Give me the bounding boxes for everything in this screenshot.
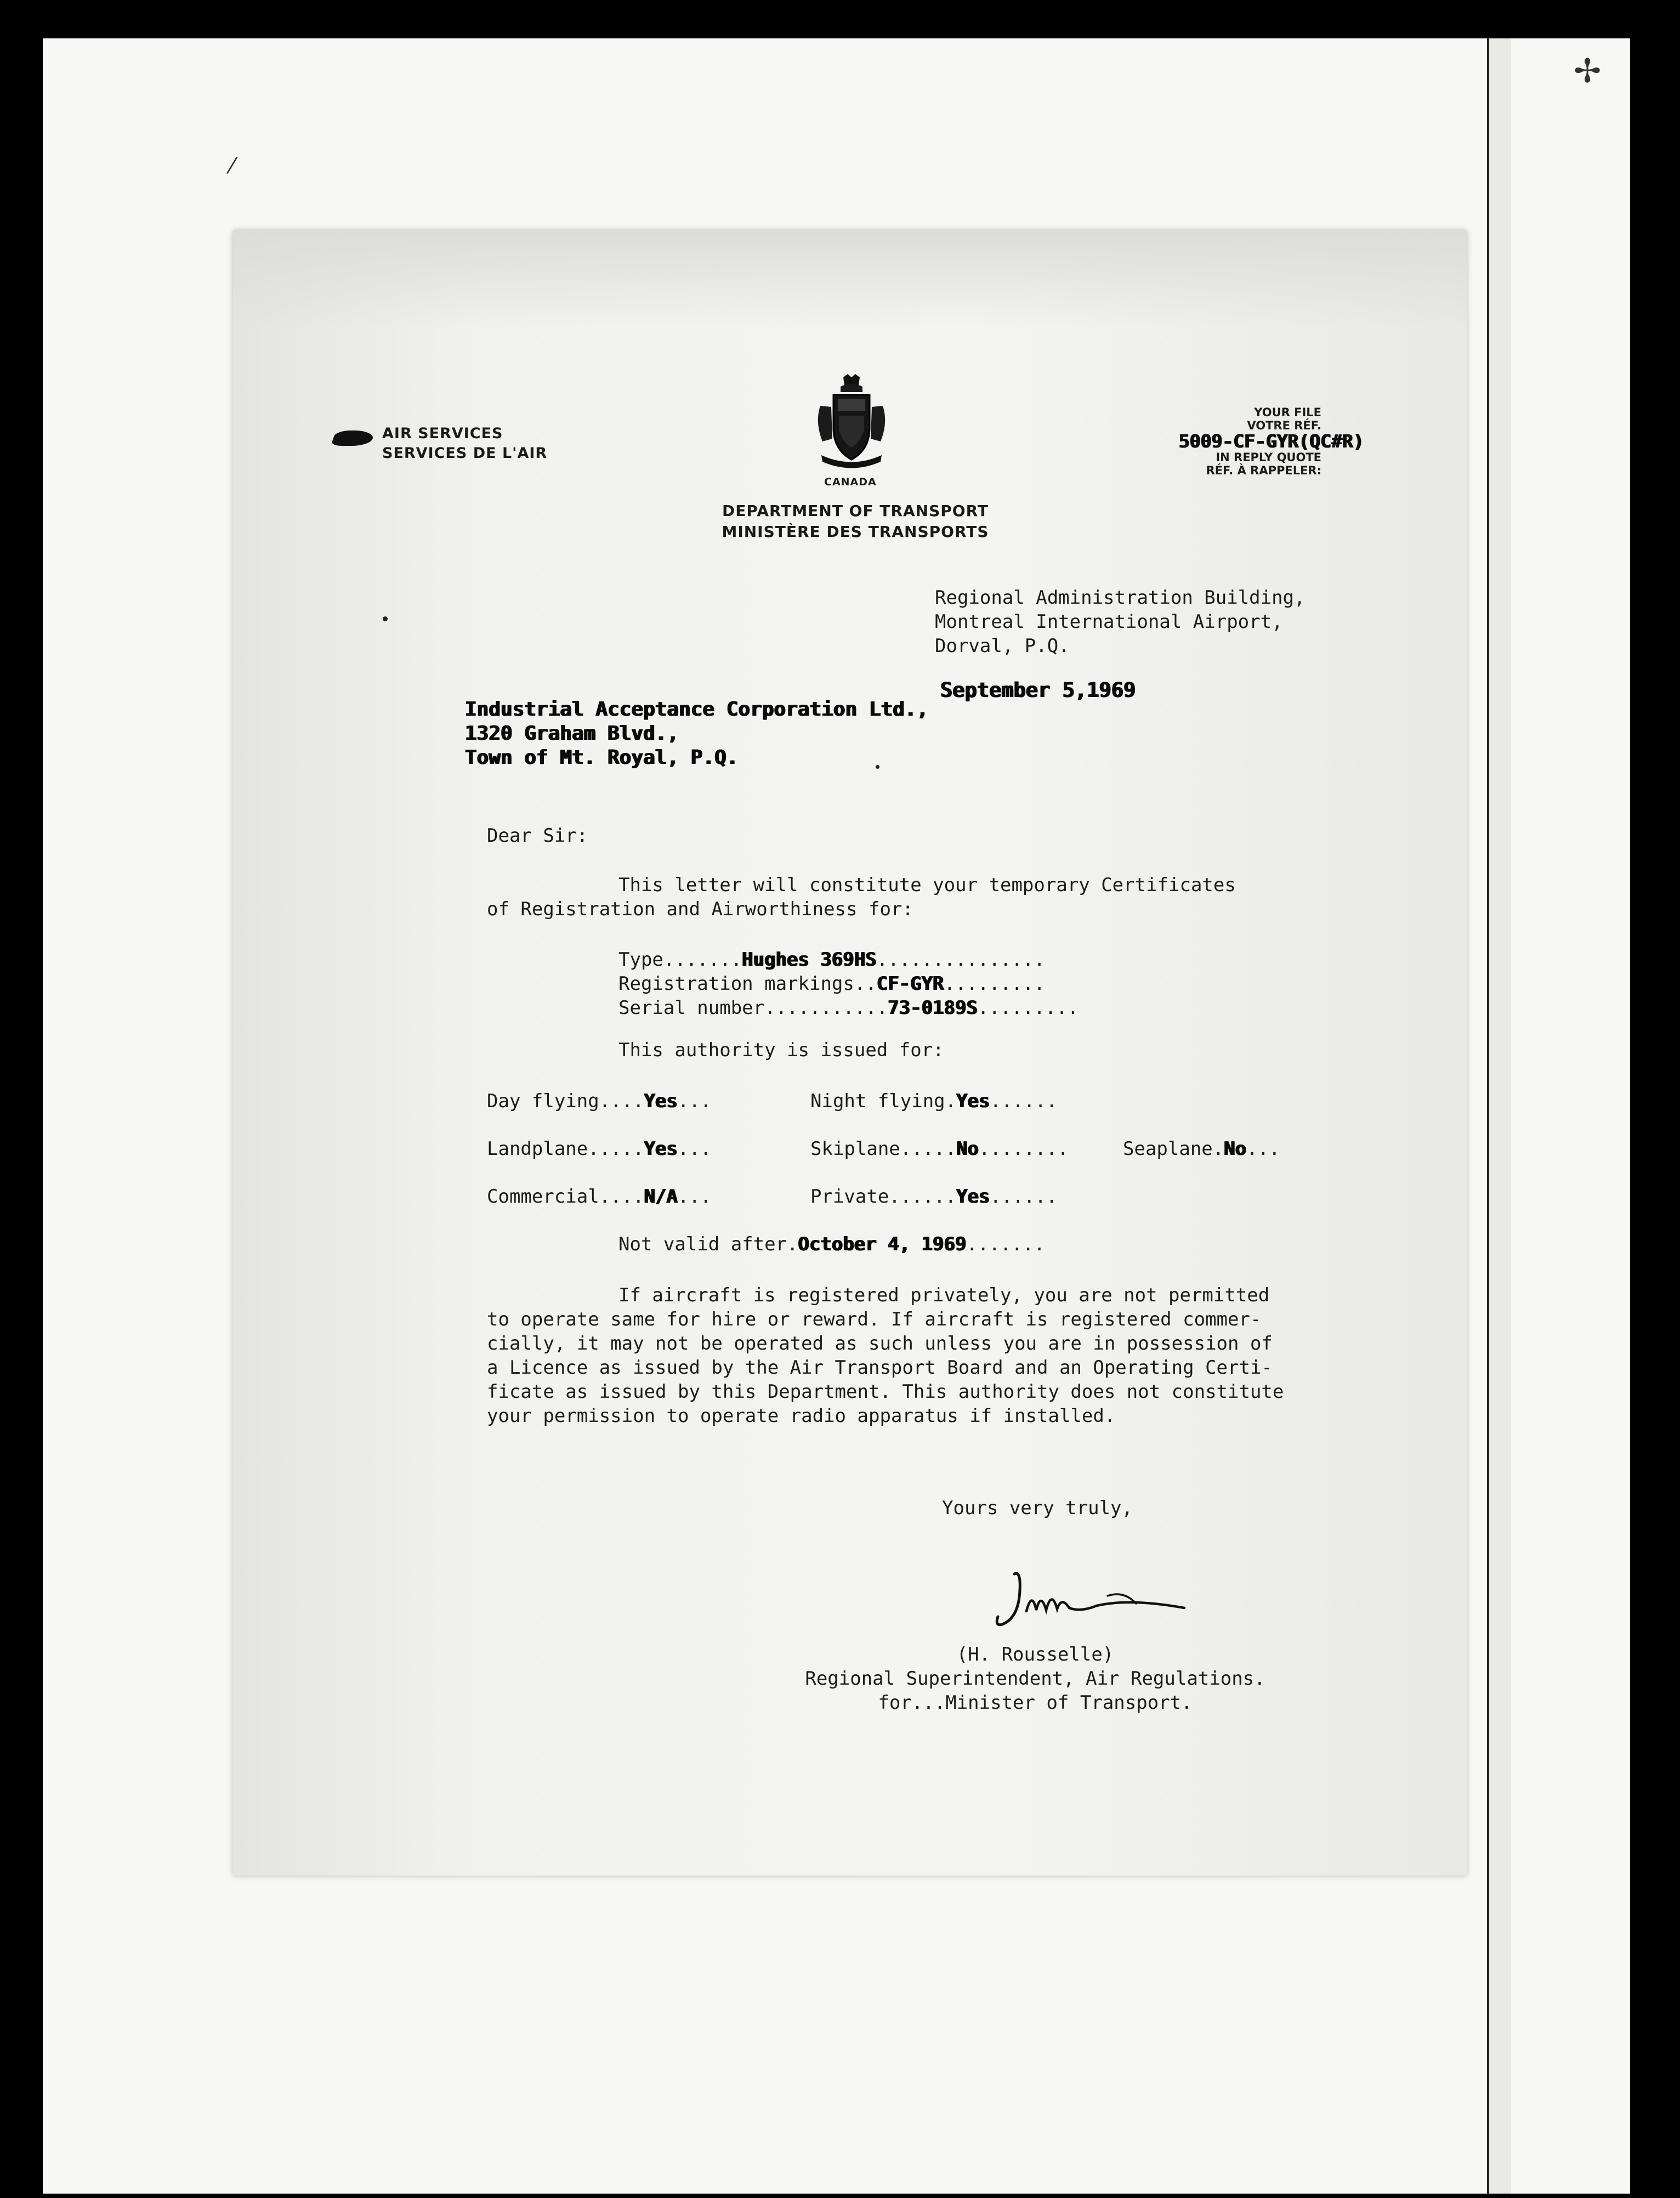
day-flying-value: Yes [644, 1090, 678, 1112]
intro-paragraph [487, 873, 1236, 921]
leader-dots: ... [678, 1090, 712, 1112]
intro-line: of Registration and Airworthiness for: [487, 898, 913, 920]
recipient-line: Town of Mt. Royal, P.Q. [465, 746, 739, 769]
letter-fold-shadow [233, 230, 1467, 329]
paragraph-line: a Licence as issued by the Air Transport Board and an Operating Certi- [487, 1357, 1273, 1379]
not-valid-after-field [618, 1233, 1045, 1255]
air-services-heading [382, 424, 547, 463]
department-line: MINISTÈRE DES TRANSPORTS [722, 523, 989, 541]
reply-label: RÉF. À RAPPELER: [1206, 464, 1321, 477]
address-line: Montreal International Airport, [935, 611, 1283, 633]
air-services-line: AIR SERVICES [382, 425, 503, 442]
landplane-label: Landplane..... [487, 1138, 644, 1160]
landplane-field [487, 1138, 711, 1160]
commercial-field [487, 1186, 711, 1208]
aircraft-details [618, 948, 1079, 1020]
page-edge-strip [1487, 38, 1511, 2194]
signatory-line: (H. Rousselle) [956, 1644, 1114, 1666]
registration-markings-value: CF-GYR [876, 973, 944, 995]
department-line: DEPARTMENT OF TRANSPORT [722, 502, 989, 520]
paragraph-line: cially, it may not be operated as such unless you are in possession of [487, 1333, 1273, 1355]
skiplane-field [810, 1138, 1069, 1160]
leader-dots: ... [1246, 1138, 1280, 1160]
recipient-line: 1320 Graham Blvd., [465, 722, 679, 745]
serial-number-value: 73-0189S [888, 997, 978, 1019]
signatory-line: for...Minister of Transport. [878, 1692, 1193, 1714]
seaplane-value: No [1224, 1138, 1247, 1160]
paragraph-line: your permission to operate radio apparatus if installed. [487, 1405, 1116, 1427]
skiplane-value: No [956, 1138, 979, 1160]
air-services-line: SERVICES DE L'AIR [382, 445, 548, 462]
commercial-value: N/A [644, 1186, 678, 1208]
paragraph-line: If aircraft is registered privately, you are not permitted [618, 1284, 1270, 1306]
seaplane-label: Seaplane. [1123, 1138, 1224, 1160]
stray-mark: ✢ [1574, 52, 1602, 90]
night-flying-value: Yes [956, 1090, 990, 1112]
address-line: Regional Administration Building, [935, 587, 1306, 609]
commercial-label: Commercial.... [487, 1186, 644, 1208]
leader-dots: ... [678, 1186, 712, 1208]
intro-line: This letter will constitute your temporary Certificates [618, 874, 1236, 896]
file-reference-block [1179, 406, 1364, 477]
not-valid-after-label: Not valid after. [618, 1233, 798, 1255]
salutation: Dear Sir: [487, 825, 588, 847]
day-flying-label: Day flying.... [487, 1090, 644, 1112]
paragraph-line: to operate same for hire or reward. If aircraft is registered commer- [487, 1308, 1262, 1330]
leader-dots: ........ [979, 1138, 1069, 1160]
night-flying-label: Night flying. [810, 1090, 957, 1112]
seaplane-field [1123, 1138, 1280, 1160]
leader-dots: ... [678, 1138, 712, 1160]
leader-dots: ....... [966, 1233, 1045, 1255]
leader-dots: ...... [990, 1186, 1058, 1208]
issued-for-line: This authority is issued for: [618, 1039, 944, 1061]
stray-dot [383, 616, 388, 621]
private-label: Private...... [810, 1186, 957, 1208]
aircraft-type-row [618, 948, 1079, 972]
aircraft-type-label: Type....... [618, 949, 742, 971]
file-number: 5009-CF-GYR(QC#R) [1179, 430, 1364, 452]
serial-number-row [618, 996, 1079, 1020]
registration-markings-label: Registration markings.. [618, 973, 877, 995]
canada-coat-of-arms-icon [810, 373, 893, 474]
stray-mark: ⁄ [230, 154, 234, 179]
closing-line: Yours very truly, [942, 1497, 1133, 1519]
signatory-line: Regional Superintendent, Air Regulations. [805, 1668, 1265, 1690]
conditions-paragraph [487, 1283, 1284, 1428]
paragraph-line: ficate as issued by this Department. This authority does not constitute [487, 1381, 1284, 1403]
leader-dots: ............... [876, 949, 1045, 971]
aircraft-type-value: Hughes 369HS [742, 949, 877, 971]
serial-number-label: Serial number........... [618, 997, 888, 1019]
department-heading [713, 501, 998, 542]
file-label: YOUR FILE [1254, 406, 1321, 419]
letter-date: September 5,1969 [940, 678, 1136, 702]
signatory-block [777, 1642, 1293, 1715]
registration-markings-row [618, 972, 1079, 996]
country-label: CANADA [824, 476, 877, 488]
leader-dots: ......... [944, 973, 1045, 995]
private-field [810, 1186, 1057, 1208]
not-valid-after-value: October 4, 1969 [798, 1233, 967, 1255]
reply-label: IN REPLY QUOTE [1216, 451, 1321, 464]
recipient-line: Industrial Acceptance Corporation Ltd., [465, 698, 929, 721]
leader-dots: ...... [990, 1090, 1058, 1112]
private-value: Yes [956, 1186, 990, 1208]
day-flying-field [487, 1090, 711, 1112]
sender-address [935, 586, 1306, 658]
night-flying-field [810, 1090, 1057, 1112]
leader-dots: ......... [978, 997, 1079, 1019]
recipient-address [465, 698, 928, 770]
handwritten-signature [992, 1557, 1201, 1640]
skiplane-label: Skiplane..... [810, 1138, 957, 1160]
file-label: VOTRE RÉF. [1247, 419, 1321, 432]
address-line: Dorval, P.Q. [935, 635, 1070, 657]
landplane-value: Yes [644, 1138, 678, 1160]
